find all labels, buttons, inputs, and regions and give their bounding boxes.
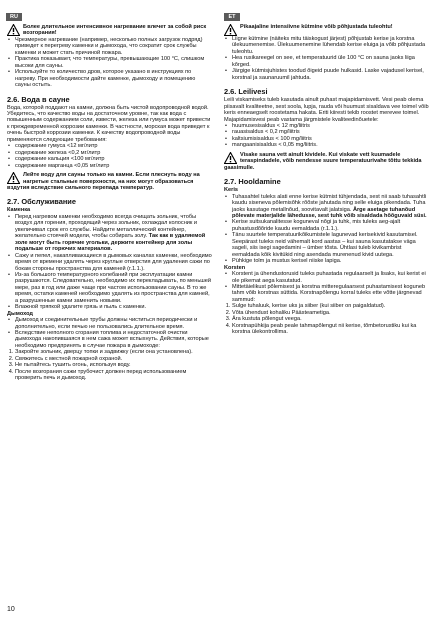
list-item: • Сажу и пепел, накапливающиеся в дымовых каналах каменки, необходимо время от времени удалять через круглые отверстия для удаления сажи по бокам стороны пространства для каменей (г.1.1.).	[15, 253, 212, 272]
list-item: • Влажной тряпкой удалите грязь и пыль с каменки.	[15, 304, 212, 310]
list-item: • huumusesisaldus < 12 mg/liitris	[232, 123, 429, 129]
warning-block	[7, 172, 212, 191]
warning-icon	[224, 24, 237, 36]
paragraph: Вода, которой поддают на камни, должна быть чистой водопроводной водой. Убедитесь, что качество воды на достаточном уровне, так как вода с повышенным содержанием соли, извести, железа или гумуса может привести к преждевременной коррозии каменки. В частности, морская вода приведет к очень быстрой коррозии каменки. К качеству водопроводной воды применяются следующие требования:	[7, 104, 211, 143]
section-heading: 2.6. Вода в сауне	[7, 94, 70, 104]
list-item: • rauasisaldus < 0,2 mg/liitris	[232, 129, 429, 135]
requirements-list	[224, 123, 429, 149]
list-item: • Tänu suurtele temperatuurikõikumistele lagunevad kerisekivid kasutamisel. Seepärast tuleks neid vähemalt kord aastas – kui sauna kasutatakse väga sageli, siis isegi sagedamini – ümber tõsta. Ühtlasi tuleb kivikambrist eemaldada kõik kivitükid ning asendada murenenud kivid uutega.	[232, 232, 429, 258]
list-item: • Hea rusikareegel on see, et temperatuurid üle 100 °C on sauna jaoks liiga kõrged.	[232, 55, 429, 68]
language-tag-ru: RU	[6, 13, 22, 21]
list-item: • Liigne kütmine (näiteks mitu täiskogust järjest) põhjustab kerise ja korstna ülekuumenemise. Ülekuumenemine lühendab kerise eluiga ja võib põhjustada tuleohtu.	[232, 36, 429, 55]
list-item: • Вследствие неполного сгорания топлива и недостаточной очистки дымохода накопившаяся в нем сажа может вспыхнуть. Действия, которые необходимо предпринять в случае пожара в дымоходе:	[15, 330, 212, 349]
list-item: • содержание гумуса <12 мг/литр	[15, 143, 212, 149]
list-item: 2. Võta ühendust kohaliku Päästeametiga.	[232, 310, 429, 316]
maintenance-list	[7, 214, 212, 311]
chimney-list	[7, 317, 212, 349]
fire-steps-list	[224, 303, 429, 335]
warning-text: Visake sauna vett ainult kividele. Kui viskate vett kuumadele teraspindadele, võib nendesse suure temperatuurivahe tõttu tekkida gaasimulle.	[224, 151, 422, 171]
list-item: • содержание железа <0,2 мг/литр	[15, 150, 212, 156]
subheading: Korsten	[224, 264, 246, 271]
list-item: 1. Закройте зольник, дверцу топки и задвижку (если она установлена).	[15, 349, 212, 355]
list-item: • Järgige kütmisjuhistes toodud õigeid puude hulkasid. Laske vajadusel kerisel, korstnal ja saunaruumil jahtuda.	[232, 68, 429, 81]
warning-text: Pikaajaline intensiivne kütmine võib põhjustada tuleohtu!	[240, 24, 393, 30]
list-item: • Используйте то количество дров, которое указано в инструкциях по нагреву. При необходимости дайте каменке, дымоходу и помещению сауны остыть.	[15, 69, 212, 88]
subheading: Каменка	[7, 207, 31, 214]
list-item: • Kerise suitsukanalitesse koguneval nõgi ja tuhk, mis tuleks aeg-ajalt puhastusdõõride kaudu eemaldada (r.1.1.).	[232, 219, 429, 232]
subheading: Keris	[224, 187, 238, 194]
list-item: • Перед нагревом каменки необходимо всегда очищать зольник, чтобы воздух для горения, проходящий через зольник, охлаждал колосник и увеличивал срок его службы. Найдите металлический контейнер, желательно стоячей модели, чтобы собирать золу. Так как в удаляемой золе могут быть горячие угольки, держите контейнер для золы подальше от горючих материалов.	[15, 214, 212, 253]
list-item: 4. После возгорания сажи трубочист должен перед использованием проверить печь и дымоход.	[15, 369, 212, 382]
warning-list	[224, 36, 429, 81]
paragraph: Leili viskamiseks tuleb kasutada ainult puhast majapidamisvett. Vesi peab olema piisavalt kvaliteetne, sest soola, lupja, rauda või huumust sisaldava vee toimel võib keris enneaegselt roostetama hakata. Eriti kiiresti tekib roostet merevee toimel. Majapidamisvesi peab vastama järgmistele kvaliteedinõuetele:	[224, 97, 429, 123]
page-number: 10	[7, 606, 15, 613]
requirements-list	[7, 143, 212, 169]
section-heading: 2.6. Leilivesi	[224, 87, 268, 97]
list-item: • содержание кальция <100 мг/литр	[15, 156, 212, 162]
list-item: • содержание марганца <0,05 мг/литр	[15, 163, 212, 169]
fire-steps-list	[7, 349, 212, 381]
section-heading: 2.7. Обслуживание	[7, 197, 76, 207]
list-item: • Чрезмерное нагревание (например, несколько полных загрузок подряд) приведет к перегреву каменки и дымохода, что сократит срок службы каменки и может стать причиной пожара.	[15, 37, 212, 56]
maintenance-list	[224, 194, 429, 265]
warning-icon	[7, 24, 20, 36]
list-item: 2. Свяжитесь с местной пожарной охраной.	[15, 356, 212, 362]
warning-block	[224, 24, 429, 36]
list-item: • Tuhasahtel tuleks alati enne kerise kütmist tühjendada, sest nii saab tuhasahtli kaudu siseneva põlemisõhk rõõste jahutada ning selle eluiga pikendada. Tuha jaoks kasutage metallnõud, soovitavalt jalatsiga. Ärge asetage tuhanõud põlevate materjalide lähedusse, sest tuhk võib sisaldada hõõguvaid süsi.	[232, 194, 429, 220]
list-item: • Дымоход и соединительные трубы должны чиститься периодически и дополнительно, если печью не пользовались длительное время.	[15, 317, 212, 330]
warning-block	[224, 152, 429, 171]
list-item: 3. Не пытайтесь тушить огонь, используя воду.	[15, 362, 212, 368]
chimney-list	[224, 271, 429, 303]
column-et	[224, 24, 429, 336]
language-tag-et: ET	[224, 13, 240, 21]
list-item: • Практика показывает, что температуры, превышающие 100 °C, слишком высоки для сауны.	[15, 56, 212, 69]
column-ru	[7, 24, 212, 382]
warning-list	[7, 37, 212, 89]
list-item: • mangaanisisaldus < 0,05 mg/liitris.	[232, 142, 429, 148]
list-item: • Korstent ja ühendustorusid tuleks puhastada regulaarselt ja lisaks, kui kerist ei ole pikemat aega kasutatud.	[232, 271, 429, 284]
warning-block	[7, 24, 212, 37]
list-item: • Pühkige tolm ja mustus kerisel niiske lapiga.	[232, 258, 429, 264]
warning-icon	[224, 152, 237, 164]
warning-icon	[7, 172, 20, 184]
warning-text: Лейте воду для сауны только на камни. Если плеснуть воду на нагретые стальные поверхности, на них могут образоваться вздутия вследствие сильного перепада температур.	[7, 172, 200, 191]
list-item: 3. Ära kustuta põlengut veega.	[232, 316, 429, 322]
warning-text: Более длительное интенсивное нагревание влечет за собой риск возгорания!	[23, 24, 207, 37]
subheading: Дымоход	[7, 310, 33, 317]
list-item: • Mittetäielikust põlemisest ja korstna mitteregulaarsest puhastamisest koguneb tahm võib korstnas süttida. Korstnapõlengu korral tuleks ette võtte järgnevad sammud:	[232, 284, 429, 303]
section-heading: 2.7. Hooldamine	[224, 177, 281, 187]
list-item: • kaltsiumisisaldus < 100 mg/liitris	[232, 136, 429, 142]
list-item: 4. Korstnapühkija peab peale tahmapõlengut nii kerise, tõmbetorustiku kui ka korstna ülekontrollima.	[232, 323, 429, 336]
list-item: • Из-за большого температурного колебаний при эксплуатации камни разрушаются. Следовательно, необходимо их перекладывать, по меньшей мере, раз в год или даже чаще при частом использовании сауны. В то же время, остатки каменей необходимо удалять из пространства для камней, а разрушенные камни заменить новыми.	[15, 272, 212, 304]
list-item: 1. Sulge tuhaluuk, kerise uks ja siiber (kui siiber on paigaldatud).	[232, 303, 429, 309]
